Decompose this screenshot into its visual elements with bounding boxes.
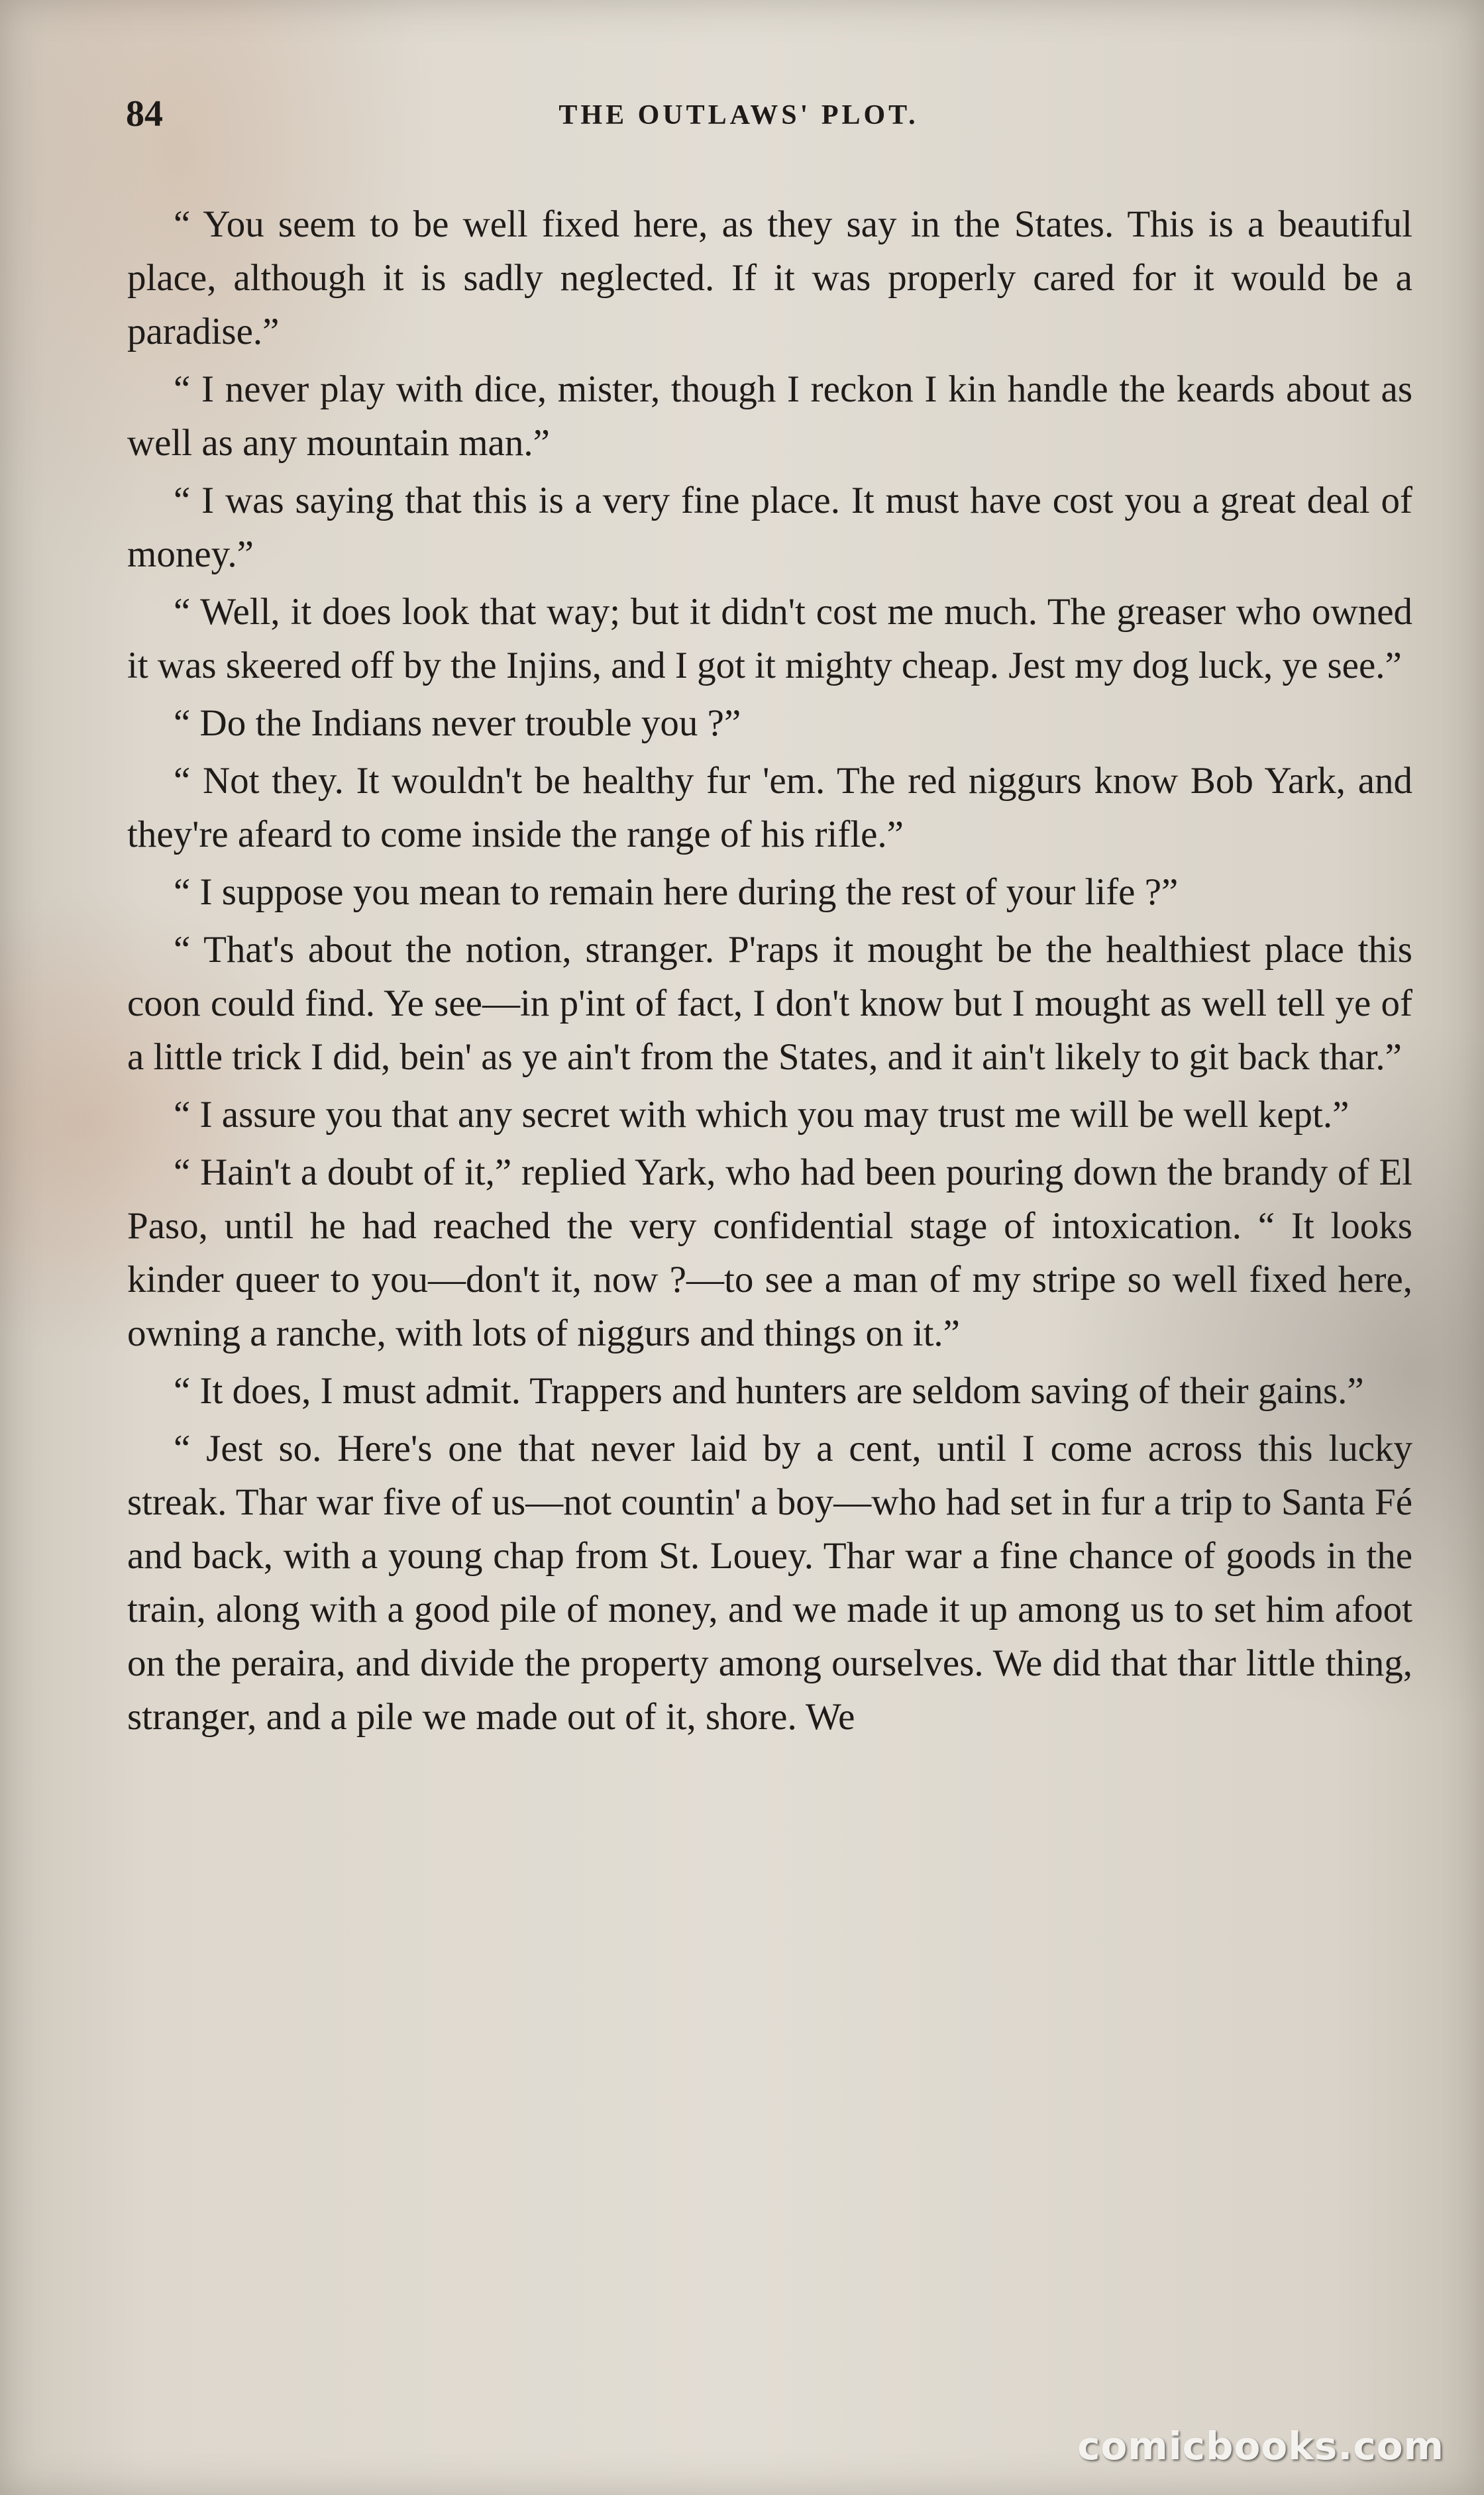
- paragraph: “ Jest so. Here's one that never laid by a cent, until I come across this lucky streak. Thar war five of us—not countin' a boy—who had set in fur a trip to Santa Fé and back, with a young chap from St. Louey. Thar war a fine chance of goods in the train, along with a good pile of money, and we made it up among us to set him afoot on the peraira, and divide the property among ourselves. We did that thar little thing, stranger, and a pile we made out of it, shore. We: [127, 1428, 1412, 1738]
- paragraph: “ I never play with dice, mister, though I reckon I kin handle the keards about as well as any mountain man.”: [127, 368, 1412, 464]
- paragraph: “ That's about the notion, stranger. P'raps it mought be the healthiest place this coon could find. Ye see—in p'int of fact, I don't know but I mought as well tell ye of a little trick I did, bein' as ye ain't from the States, and it ain't likely to git back thar.”: [127, 929, 1412, 1078]
- paragraph: “ Well, it does look that way; but it didn't cost me much. The greaser who owned it was skeered off by the Injins, and I got it mighty cheap. Jest my dog luck, ye see.”: [127, 591, 1412, 686]
- paragraph: “ You seem to be well fixed here, as they say in the States. This is a beautiful place, although it is sadly neglected. If it was properly cared for it would be a paradise.”: [127, 203, 1412, 352]
- page-number: 84: [126, 93, 163, 134]
- body-text: [127, 197, 1412, 1748]
- paragraph: “ Not they. It wouldn't be healthy fur 'em. The red niggurs know Bob Yark, and they're afeard to come inside the range of his rifle.”: [127, 760, 1412, 855]
- paragraph: “ Hain't a doubt of it,” replied Yark, who had been pouring down the brandy of El Paso, until he had reached the very confidential stage of intoxication. “ It looks kinder queer to you—don't it, now ?—to see a man of my stripe so well fixed here, owning a ranche, with lots of niggurs and things on it.”: [127, 1151, 1412, 1354]
- paragraph: “ It does, I must admit. Trappers and hunters are seldom saving of their gains.”: [174, 1370, 1364, 1412]
- paragraph: “ Do the Indians never trouble you ?”: [174, 702, 741, 744]
- paragraph: “ I assure you that any secret with which you may trust me will be well kept.”: [174, 1094, 1350, 1136]
- page-header: [126, 93, 1352, 139]
- running-head: THE OUTLAWS' PLOT.: [558, 100, 919, 131]
- paragraph: “ I was saying that this is a very fine place. It must have cost you a great deal of money.”: [127, 480, 1412, 575]
- watermark: comicbooks.com: [1077, 2423, 1444, 2468]
- paragraph: “ I suppose you mean to remain here during the rest of your life ?”: [174, 871, 1179, 913]
